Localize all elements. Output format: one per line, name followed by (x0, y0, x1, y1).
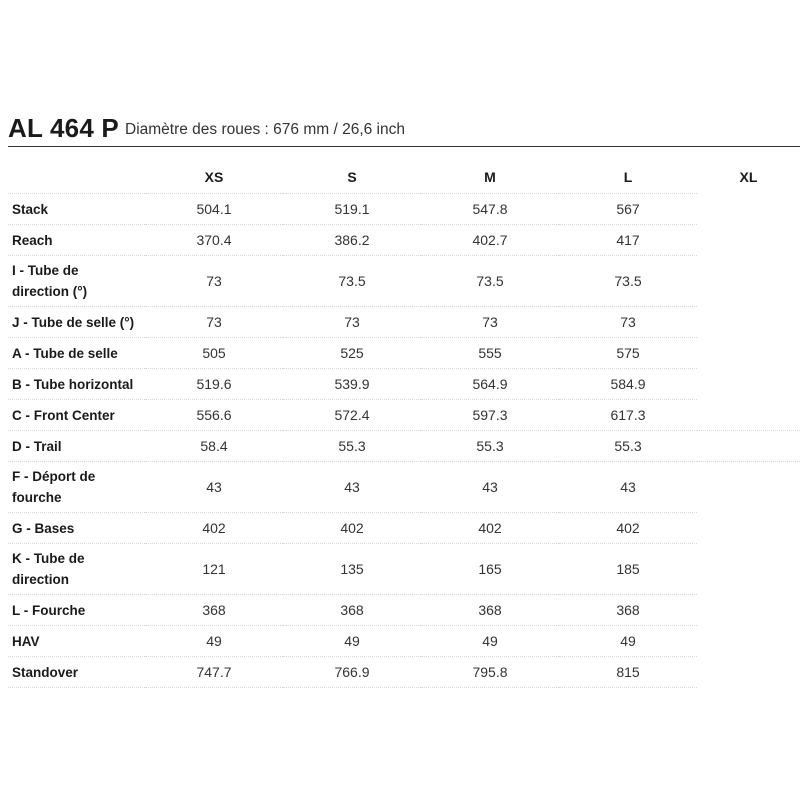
value-cell: 55.3 (559, 431, 697, 462)
value-cell (697, 657, 800, 688)
value-cell: 575 (559, 338, 697, 369)
table-row (8, 369, 800, 400)
table-header (8, 110, 800, 147)
value-cell: 55.3 (421, 431, 559, 462)
value-cell: 402 (145, 513, 283, 544)
value-cell: 368 (559, 595, 697, 626)
value-cell: 525 (283, 338, 421, 369)
value-cell: 547.8 (421, 194, 559, 225)
row-label: Stack (8, 194, 145, 225)
value-cell (697, 400, 800, 431)
table-row (8, 338, 800, 369)
row-label: G - Bases (8, 513, 145, 544)
size-header: L (559, 160, 697, 194)
value-cell (697, 513, 800, 544)
value-cell: 73 (283, 307, 421, 338)
value-cell (697, 595, 800, 626)
value-cell: 73 (145, 307, 283, 338)
value-cell: 564.9 (421, 369, 559, 400)
row-label: J - Tube de selle (°) (8, 307, 145, 338)
value-cell: 572.4 (283, 400, 421, 431)
value-cell (697, 626, 800, 657)
value-cell: 368 (421, 595, 559, 626)
row-label: A - Tube de selle (8, 338, 145, 369)
row-label: L - Fourche (8, 595, 145, 626)
value-cell (697, 225, 800, 256)
value-cell: 73.5 (559, 256, 697, 307)
value-cell: 49 (283, 626, 421, 657)
value-cell: 402 (283, 513, 421, 544)
row-label: Standover (8, 657, 145, 688)
value-cell: 795.8 (421, 657, 559, 688)
value-cell: 368 (145, 595, 283, 626)
value-cell: 135 (283, 544, 421, 595)
table-row (8, 595, 800, 626)
row-label: K - Tube de direction (8, 544, 145, 595)
value-cell: 73 (145, 256, 283, 307)
value-cell: 185 (559, 544, 697, 595)
size-header: XL (739, 168, 758, 185)
size-header: M (421, 160, 559, 194)
size-header: S (283, 160, 421, 194)
row-label: I - Tube de direction (°) (8, 256, 145, 307)
row-label: HAV (8, 626, 145, 657)
table-row (8, 194, 800, 225)
wheel-diameter-subtitle: Diamètre des roues : 676 mm / 26,6 inch (125, 121, 405, 138)
value-cell: 815 (559, 657, 697, 688)
value-cell: 539.9 (283, 369, 421, 400)
value-cell: 43 (145, 462, 283, 513)
value-cell: 368 (283, 595, 421, 626)
corner-cell (8, 160, 145, 194)
table-row (8, 544, 800, 595)
value-cell: 747.7 (145, 657, 283, 688)
value-cell: 766.9 (283, 657, 421, 688)
value-cell (697, 431, 800, 462)
geometry-table (8, 160, 800, 688)
size-header-row (8, 160, 800, 194)
value-cell: 49 (145, 626, 283, 657)
value-cell: 55.3 (283, 431, 421, 462)
table-row (8, 626, 800, 657)
value-cell: 165 (421, 544, 559, 595)
value-cell: 73.5 (421, 256, 559, 307)
value-cell (697, 256, 800, 307)
value-cell: 555 (421, 338, 559, 369)
table-row (8, 431, 800, 462)
value-cell: 519.1 (283, 194, 421, 225)
size-header: XS (145, 160, 283, 194)
row-label: C - Front Center (8, 400, 145, 431)
row-label: F - Déport de fourche (8, 462, 145, 513)
value-cell: 402.7 (421, 225, 559, 256)
value-cell: 49 (559, 626, 697, 657)
value-cell: 617.3 (559, 400, 697, 431)
table-row (8, 400, 800, 431)
value-cell: 597.3 (421, 400, 559, 431)
value-cell (697, 462, 800, 513)
value-cell (697, 307, 800, 338)
value-cell: 370.4 (145, 225, 283, 256)
value-cell: 505 (145, 338, 283, 369)
table-row (8, 462, 800, 513)
value-cell: 504.1 (145, 194, 283, 225)
value-cell: 43 (559, 462, 697, 513)
row-label: Reach (8, 225, 145, 256)
value-cell: 402 (559, 513, 697, 544)
value-cell: 402 (421, 513, 559, 544)
model-title: AL 464 P (8, 113, 119, 143)
value-cell: 43 (421, 462, 559, 513)
value-cell: 73.5 (283, 256, 421, 307)
table-row (8, 513, 800, 544)
row-label: B - Tube horizontal (8, 369, 145, 400)
value-cell (697, 194, 800, 225)
value-cell: 584.9 (559, 369, 697, 400)
value-cell: 386.2 (283, 225, 421, 256)
row-label: D - Trail (8, 431, 145, 462)
value-cell: 49 (421, 626, 559, 657)
value-cell: 417 (559, 225, 697, 256)
value-cell: 519.6 (145, 369, 283, 400)
table-row (8, 225, 800, 256)
value-cell: 73 (559, 307, 697, 338)
value-cell: 121 (145, 544, 283, 595)
value-cell: 43 (283, 462, 421, 513)
value-cell: 58.4 (145, 431, 283, 462)
table-row (8, 307, 800, 338)
value-cell (697, 369, 800, 400)
table-row (8, 256, 800, 307)
table-row (8, 657, 800, 688)
value-cell (697, 544, 800, 595)
value-cell (697, 338, 800, 369)
value-cell: 73 (421, 307, 559, 338)
value-cell: 567 (559, 194, 697, 225)
value-cell: 556.6 (145, 400, 283, 431)
